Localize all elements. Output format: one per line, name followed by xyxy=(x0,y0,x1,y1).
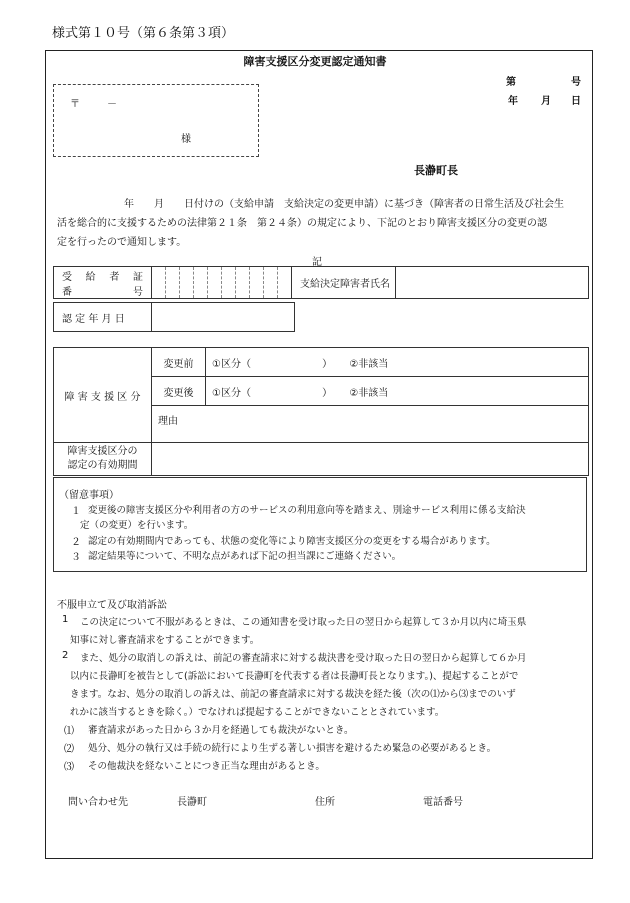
decision-holder-field[interactable] xyxy=(396,267,589,299)
address-box xyxy=(53,84,259,157)
recipient-number-digit[interactable] xyxy=(236,267,250,299)
label-char: 号 xyxy=(133,287,143,298)
label-char: 給 xyxy=(85,272,96,283)
category-label: 障 害 支 援 区 分 xyxy=(54,348,152,443)
note-2: 認定の有効期間内であっても、状態の変化等により障害支援区分の変更をする場合があります。 xyxy=(88,536,496,547)
appeal-2-line-b: 以内に長瀞町を被告として(訴訟において長瀞町を代表する者は長瀞町長となります。)、提起することがで xyxy=(70,671,519,682)
form-id: 様式第１０号（第６条第３項） xyxy=(52,26,235,41)
reason-field[interactable] xyxy=(152,406,589,443)
after-option-2[interactable]: ②非該当 xyxy=(349,387,389,399)
label-char: 番 xyxy=(62,287,72,298)
recipient-number-label xyxy=(54,267,152,299)
appeal-item-2: 処分、処分の執行又は手続の続行により生ずる著しい損害を避けるため緊急の必要があるとき。 xyxy=(88,743,497,754)
recipient-number-digit[interactable] xyxy=(166,267,180,299)
category-table xyxy=(53,347,589,476)
appeal-1-line-a: この決定について不服があるときは、この通知書を受け取った日の翌日から起算して３か月以内に埼玉県 xyxy=(80,617,527,628)
after-label: 変更後 xyxy=(152,377,206,406)
appeal-item-3: その他裁決を経ないことにつき正当な理由があるとき。 xyxy=(88,761,325,772)
note-1-line-b: 定（の変更）を行います。 xyxy=(80,520,194,531)
label-char: 者 xyxy=(109,272,120,283)
validity-field[interactable] xyxy=(152,443,589,476)
date-month: 月 xyxy=(541,96,551,107)
decision-holder-label: 支給決定障害者氏名 xyxy=(292,267,396,299)
before-options xyxy=(206,348,589,377)
note-1-line-a: 変更後の障害支援区分や利用者の方のサービスの利用意向等を踏まえ、別途サービス利用に係る支給決 xyxy=(88,505,526,516)
recipient-number-digit[interactable] xyxy=(180,267,194,299)
body-line-3: 定を行ったので通知します。 xyxy=(57,237,187,248)
note-3: 認定結果等について、不明な点があれば下記の担当課にご連絡ください。 xyxy=(88,551,402,562)
appeal-2-line-c: きます。なお、処分の取消しの訴えは、前記の審査請求に対する裁決を経た後（次の⑴から⑶までのいず xyxy=(70,689,516,700)
note-2-number: ２ xyxy=(71,537,81,548)
appeal-item-3-number: ⑶ xyxy=(64,762,74,773)
body-line-1: 年 月 日付けの（支給申請 支給決定の変更申請）に基づき（障害者の日常生活及び社会生 xyxy=(124,199,564,210)
notes-heading: （留意事項） xyxy=(59,490,119,501)
label-char: 受 xyxy=(62,272,72,283)
appeal-2-line-d: れかに該当するときを除く。）でなければ提起することができないこととされています。 xyxy=(70,707,445,718)
cert-date-field[interactable] xyxy=(152,303,295,332)
appeal-heading: 不服申立て及び取消訴訟 xyxy=(57,600,167,611)
after-options xyxy=(206,377,589,406)
after-option-1-close: ） xyxy=(322,387,333,399)
recipient-table xyxy=(53,266,589,299)
validity-label-line-1: 障害支援区分の xyxy=(67,446,138,457)
recipient-number-digit[interactable] xyxy=(250,267,264,299)
doc-number-suffix: 号 xyxy=(571,77,581,88)
document-title: 障害支援区分変更認定通知書 xyxy=(243,55,387,68)
issuer-name: 長瀞町長 xyxy=(414,164,458,177)
ki-mark: 記 xyxy=(312,257,322,268)
note-1-number: １ xyxy=(71,506,81,517)
appeal-1-number: 1 xyxy=(62,614,69,625)
note-3-number: ３ xyxy=(71,552,81,563)
appeal-item-1-number: ⑴ xyxy=(64,726,74,737)
cert-date-label: 認 定 年 月 日 xyxy=(54,303,152,332)
contact-town: 長瀞町 xyxy=(177,797,207,808)
validity-label-line-2: 認定の有効期間 xyxy=(67,460,138,471)
appeal-item-2-number: ⑵ xyxy=(64,744,74,755)
appeal-2-line-a: また、処分の取消しの訴えは、前記の審査請求に対する裁決書を受け取った日の翌日から起算して６か月 xyxy=(80,653,527,664)
date-day: 日 xyxy=(571,96,581,107)
appeal-2-number: 2 xyxy=(62,650,69,661)
contact-label: 問い合わせ先 xyxy=(68,797,128,808)
contact-address-label: 住所 xyxy=(315,797,335,808)
appeal-1-line-b: 知事に対し審査請求をすることができます。 xyxy=(70,635,260,646)
recipient-number-digit[interactable] xyxy=(278,267,292,299)
recipient-number-digit[interactable] xyxy=(152,267,166,299)
after-option-1[interactable]: ①区分（ xyxy=(212,387,251,399)
cert-date-table xyxy=(53,302,295,332)
before-label: 変更前 xyxy=(152,348,206,377)
body-line-2: 活を総合的に支援するための法律第２１条 第２４条）の規定により、下記のとおり障害支援区分の変更の認 xyxy=(57,218,547,229)
date-year: 年 xyxy=(508,96,518,107)
doc-number-prefix: 第 xyxy=(506,77,516,88)
label-char: 証 xyxy=(132,272,143,283)
before-option-1[interactable]: ①区分（ xyxy=(212,358,251,370)
recipient-number-digit[interactable] xyxy=(194,267,208,299)
validity-label xyxy=(54,443,152,476)
recipient-number-digit[interactable] xyxy=(208,267,222,299)
before-option-1-close: ） xyxy=(322,358,333,370)
contact-phone-label: 電話番号 xyxy=(423,797,463,808)
recipient-number-digit[interactable] xyxy=(264,267,278,299)
before-option-2[interactable]: ②非該当 xyxy=(349,358,389,370)
postal-mark: 〒 xyxy=(70,99,80,110)
reason-label: 理由 xyxy=(158,416,178,427)
recipient-number-digit[interactable] xyxy=(222,267,236,299)
appeal-item-1: 審査請求があった日から３か月を経過しても裁決がないとき。 xyxy=(88,725,354,736)
postal-dash: － xyxy=(107,99,117,110)
honorific: 様 xyxy=(181,134,191,145)
